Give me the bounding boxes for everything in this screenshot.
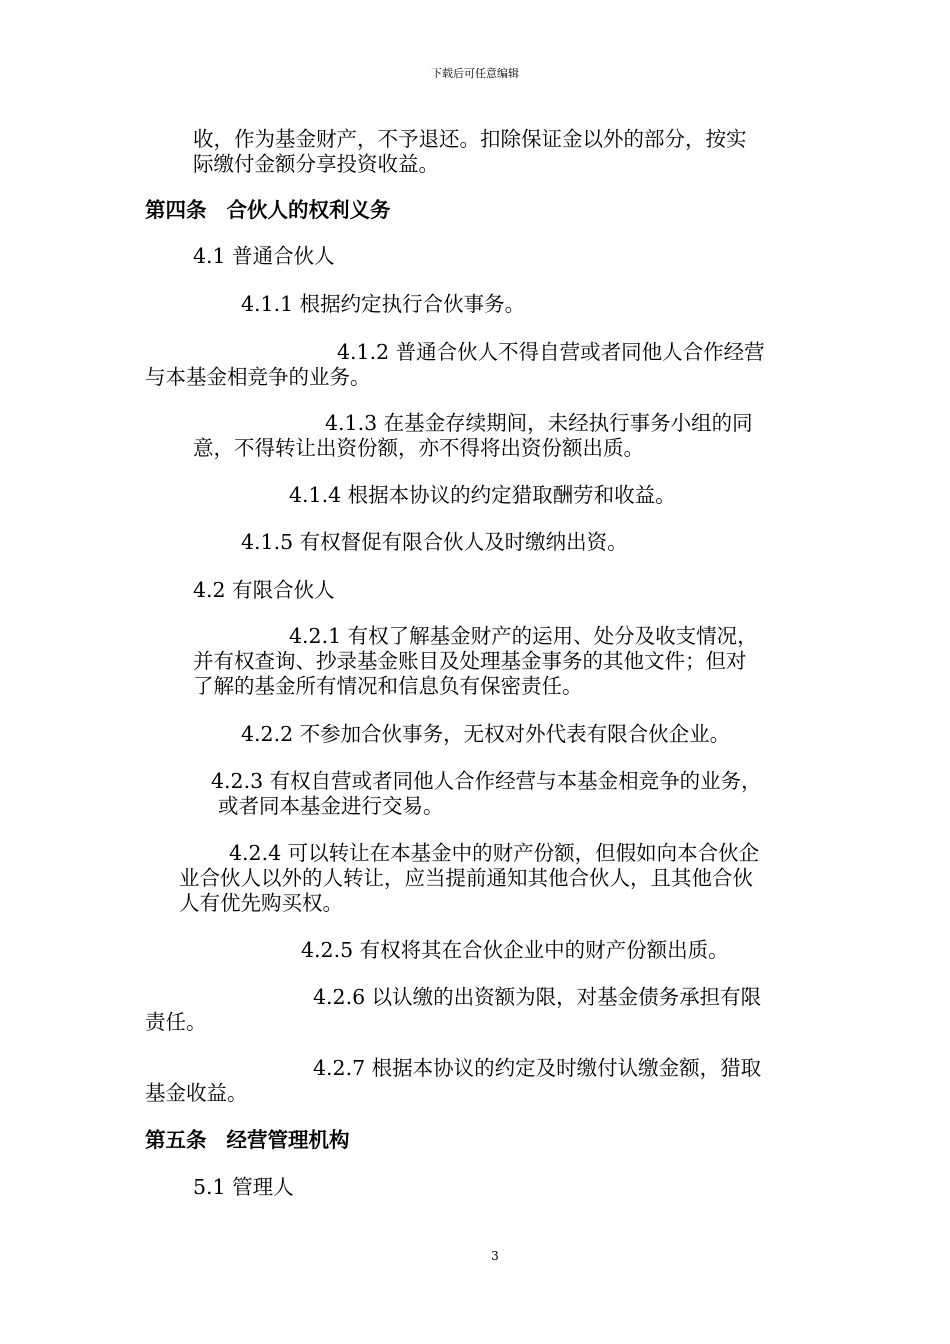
clause-line: 4.1.1 根据约定执行合伙事务。 [241, 292, 526, 316]
clause-line: 4.2.6 以认缴的出资额为限，对基金债务承担有限 [313, 985, 762, 1009]
clause-line: 责任。 [145, 1010, 207, 1034]
article-5-number: 第五条 [145, 1128, 207, 1152]
page-header-note: 下载后可任意编辑 [431, 67, 519, 80]
clause-line: 业合伙人以外的人转让，应当提前通知其他合伙人，且其他合伙 [179, 866, 753, 890]
clause-line: 4.2.5 有权将其在合伙企业中的财产份额出质。 [301, 938, 729, 962]
section-heading: 4.2 有限合伙人 [193, 578, 335, 602]
clause-line: 4.1.5 有权督促有限合伙人及时缴纳出资。 [241, 530, 628, 554]
article-4-title: 合伙人的权利义务 [226, 198, 391, 222]
clause-line: 意，不得转让出资份额，亦不得将出资份额出质。 [193, 436, 644, 460]
clause-line: 了解的基金所有情况和信息负有保密责任。 [193, 674, 583, 698]
article-5-heading [145, 1128, 350, 1153]
clause-line: 与本基金相竞争的业务。 [145, 365, 371, 389]
page-number: 3 [491, 1249, 499, 1263]
article-4-number: 第四条 [145, 198, 207, 222]
clause-line: 4.1.4 根据本协议的约定猎取酬劳和收益。 [289, 483, 676, 507]
clause-line: 并有权查询、抄录基金账目及处理基金事务的其他文件；但对 [193, 649, 747, 673]
paragraph-line: 收，作为基金财产，不予退还。扣除保证金以外的部分，按实 [193, 127, 747, 151]
clause-line: 4.1.2 普通合伙人不得自营或者同他人合作经营 [337, 340, 765, 364]
article-5-title: 经营管理机构 [226, 1128, 350, 1152]
clause-line: 4.2.2 不参加合伙事务，无权对外代表有限合伙企业。 [241, 722, 731, 746]
section-heading: 5.1 管理人 [193, 1175, 294, 1199]
section-heading: 4.1 普通合伙人 [193, 244, 335, 268]
clause-line: 4.1.3 在基金存续期间，未经执行事务小组的同 [325, 411, 753, 435]
paragraph-line: 际缴付金额分享投资收益。 [193, 152, 439, 176]
clause-line: 4.2.1 有权了解基金财产的运用、处分及收支情况， [289, 624, 758, 648]
clause-line: 4.2.3 有权自营或者同他人合作经营与本基金相竞争的业务， [211, 769, 762, 793]
clause-line: 人有优先购买权。 [179, 891, 343, 915]
clause-line: 4.2.4 可以转让在本基金中的财产份额，但假如向本合伙企 [229, 841, 760, 865]
clause-line: 4.2.7 根据本协议的约定及时缴付认缴金额，猎取 [313, 1056, 762, 1080]
clause-line: 或者同本基金进行交易。 [218, 794, 444, 818]
clause-line: 基金收益。 [145, 1081, 248, 1105]
article-4-heading [145, 198, 391, 223]
